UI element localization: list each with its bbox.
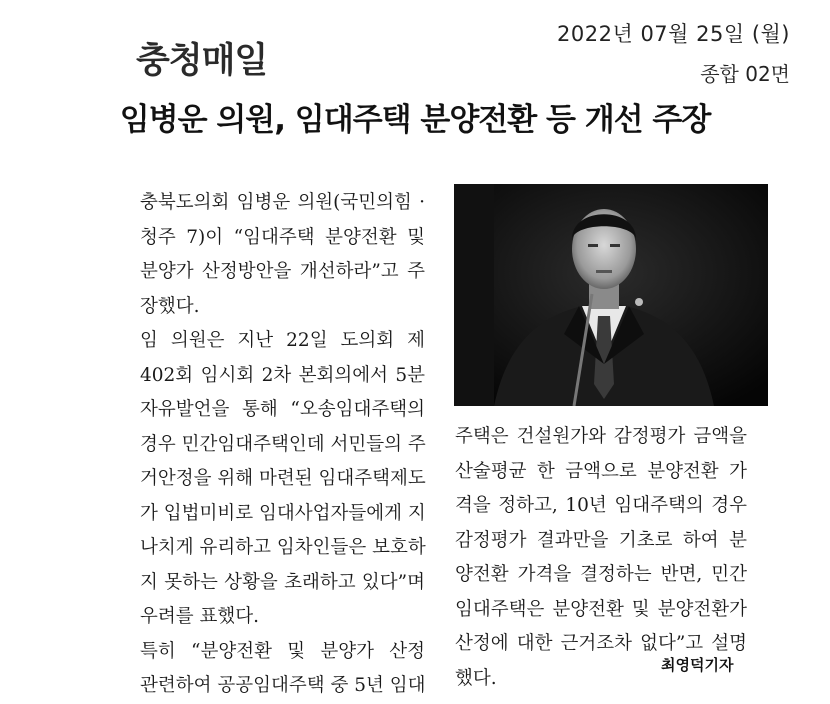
body-line: 했다. (455, 667, 497, 689)
body-line: 산술평균 한 금액으로 분양전환 가 (455, 460, 747, 482)
body-line: 주택은 건설원가와 감정평가 금액을 (455, 426, 747, 447)
publication-date: 2022년 07월 25일 (월) (557, 22, 790, 46)
body-line: 임 의원은 지난 22일 도의회 제 (140, 330, 425, 351)
body-line: 우려를 표했다. (140, 606, 259, 627)
body-line: 양전환 가격을 결정하는 반면, 민간 (455, 564, 747, 585)
newspaper-masthead: 충청매일 (136, 41, 268, 81)
body-line: 402회 임시회 2차 본회의에서 5분 (140, 364, 425, 386)
body-line: 자유발언을 통해 “오송임대주택의 (140, 399, 425, 420)
body-line: 산정에 대한 근거조차 없다”고 설명 (455, 633, 747, 654)
body-line: 임대주택은 분양전환 및 분양전환가 (455, 598, 747, 620)
body-line: 장했다. (140, 295, 200, 317)
body-line: 격을 정하고, 10년 임대주택의 경우 (455, 495, 747, 516)
body-line: 나치게 유리하고 임차인들은 보호하 (140, 537, 426, 558)
body-line: 특히 “분양전환 및 분양가 산정 (140, 640, 425, 662)
body-line: 청주 7)이 “임대주택 분양전환 및 (140, 226, 425, 248)
article-headline: 임병운 의원, 임대주택 분양전환 등 개선 주장 (119, 102, 711, 138)
reporter-byline: 최영덕기자 (661, 656, 734, 674)
body-line: 거안정을 위해 마련된 임대주택제도 (140, 468, 426, 489)
page-section: 종합 02면 (700, 62, 790, 86)
portrait-image (454, 184, 768, 406)
councilor-photo (454, 184, 768, 406)
body-line: 충북도의회 임병운 의원(국민의힘 · (140, 192, 425, 213)
body-line: 분양가 산정방안을 개선하라”고 주 (140, 261, 425, 282)
body-line: 관련하여 공공임대주택 중 5년 임대 (140, 675, 426, 696)
body-line: 지 못하는 상황을 초래하고 있다”며 (140, 571, 425, 593)
body-line: 가 입법미비로 임대사업자들에게 지 (140, 502, 426, 524)
body-line: 경우 민간임대주택인데 서민들의 주 (140, 433, 426, 455)
article-column-1 (140, 186, 425, 704)
body-line: 감정평가 결과만을 기초로 하여 분 (455, 529, 747, 551)
